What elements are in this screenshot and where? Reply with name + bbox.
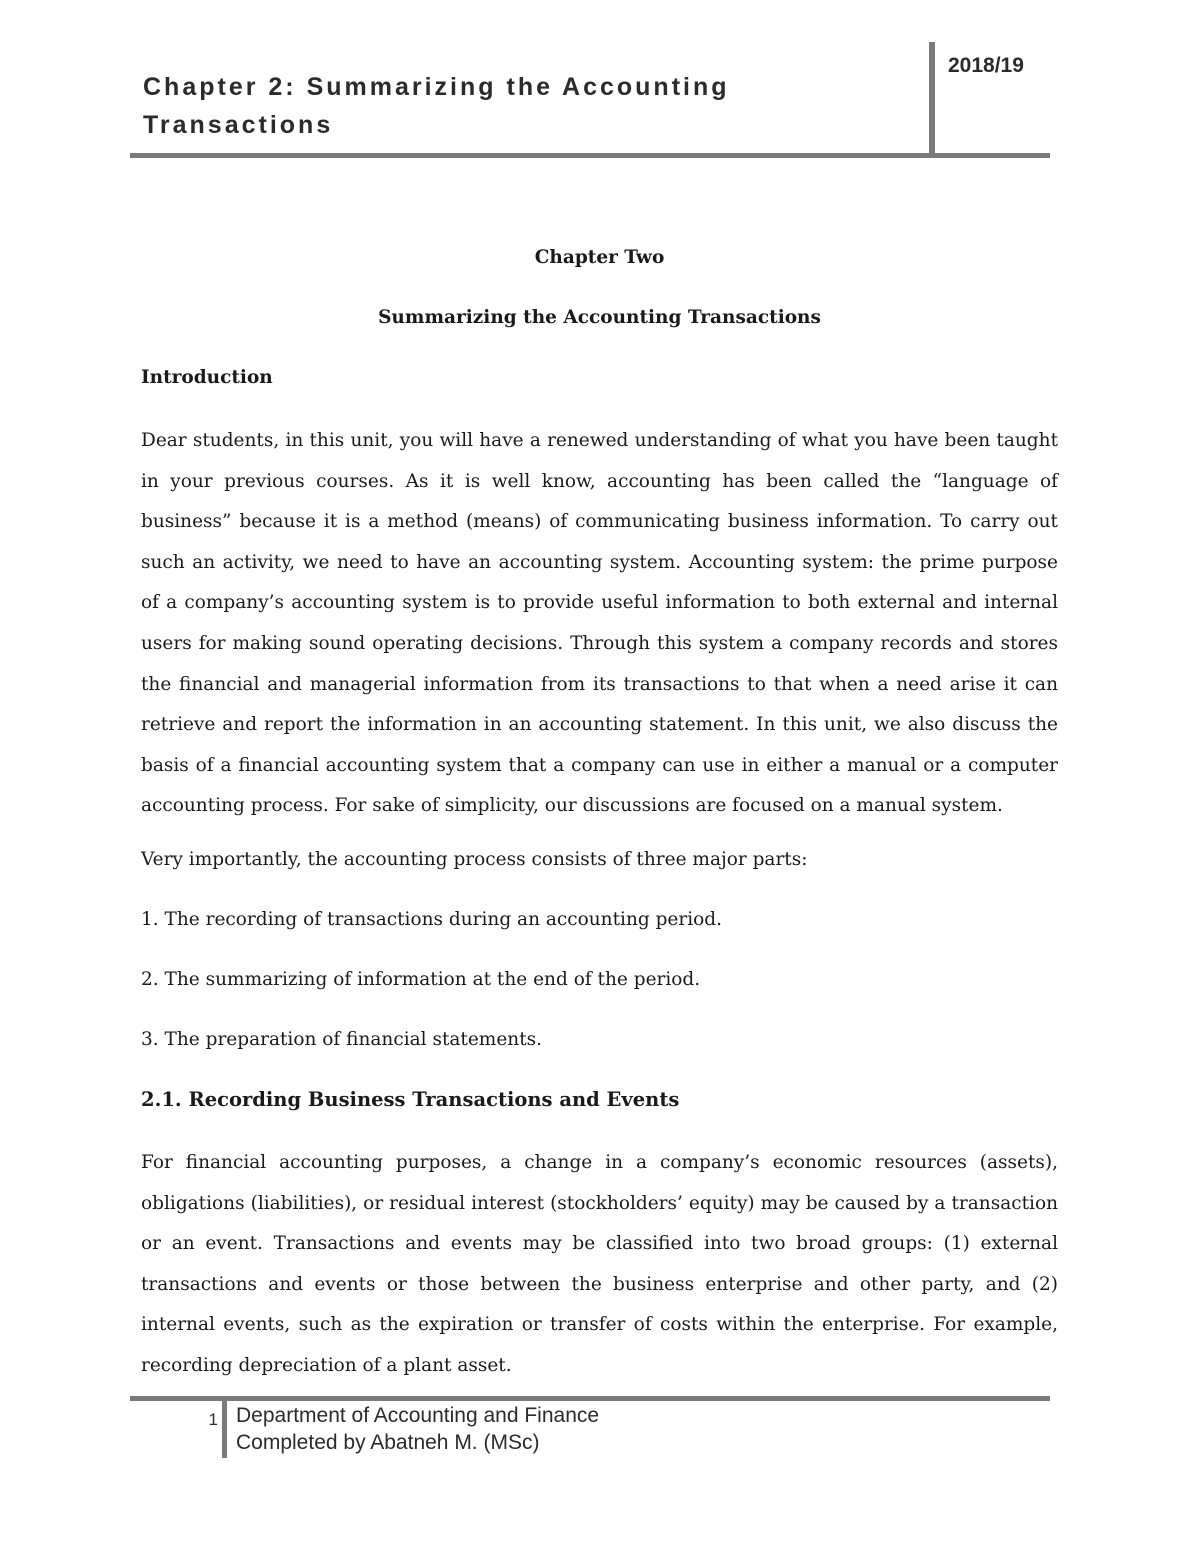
process-item-2: 2. The summarizing of information at the end of the period. [141, 968, 701, 990]
footer-author: Completed by Abatneh M. (MSc) [236, 1431, 540, 1454]
running-header-title-line1: Chapter 2: Summarizing the Accounting [143, 73, 730, 101]
running-header-title-line2: Transactions [143, 111, 334, 139]
running-header-date: 2018/19 [948, 54, 1024, 77]
chapter-heading: Chapter Two [534, 247, 665, 268]
header-divider-vertical [929, 42, 935, 157]
process-item-1: 1. The recording of transactions during an accounting period. [141, 908, 722, 930]
running-header-title [143, 68, 903, 144]
chapter-subtitle: Summarizing the Accounting Transactions [378, 307, 821, 328]
footer-divider-vertical [222, 1400, 227, 1458]
process-item-3: 3. The preparation of financial statements. [141, 1028, 543, 1050]
section-2-1-paragraph: For financial accounting purposes, a change in a company’s economic resources (assets), obligations (liabilities), or residual interest (stockholders’ equity) may be caused by a transaction or an event. Transactions and events may be classified into two broad groups: (1) external transactions and events or those between the business enterprise and other party, and (2) internal events, such as the expiration or transfer of costs within the enterprise. For example, recording depreciation of a plant asset. [141, 1151, 1058, 1376]
document-body [141, 243, 1058, 1405]
section-heading-2-1: 2.1. Recording Business Transactions and Events [141, 1087, 680, 1111]
introduction-heading: Introduction [141, 367, 273, 388]
page-number: 1 [208, 1410, 218, 1429]
process-intro: Very importantly, the accounting process consists of three major parts: [141, 848, 808, 870]
footer-department: Department of Accounting and Finance [236, 1404, 600, 1427]
introduction-paragraph: Dear students, in this unit, you will have a renewed understanding of what you have been taught in your previous courses. As it is well know, accounting has been called the “language of business” because it is a method (means) of communicating business information. To carry out such an activity, we need to have an accounting system. Accounting system: the prime purpose of a company’s accounting system is to provide useful information to both external and internal users for making sound operating decisions. Through this system a company records and stores the financial and managerial information from its transactions to that when a need arise it can retrieve and report the information in an accounting statement. In this unit, we also discuss the basis of a financial accounting system that a company can use in either a manual or a computer accounting process. For sake of simplicity, our discussions are focused on a manual system. [141, 430, 1058, 817]
footer-text [236, 1402, 936, 1456]
footer-rule [130, 1396, 1050, 1401]
header-rule [130, 153, 1050, 158]
